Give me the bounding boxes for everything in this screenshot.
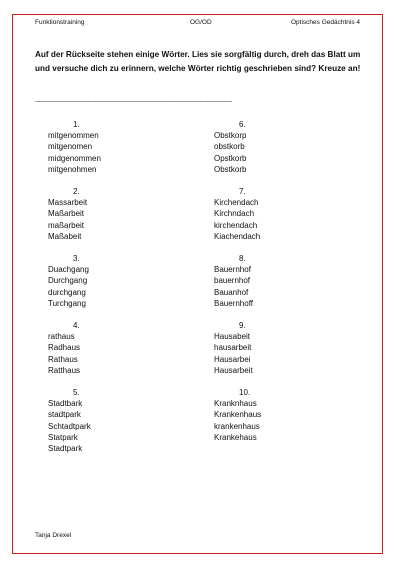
- word-option: krankenhaus: [214, 421, 260, 431]
- word-option: Krankenhaus: [214, 410, 262, 420]
- word-option: Bauernhoff: [214, 298, 253, 308]
- word-option: stadtpark: [48, 410, 81, 420]
- word-option: hausarbeit: [214, 343, 252, 353]
- word-group: [214, 387, 261, 443]
- group-number: 2.: [73, 187, 80, 197]
- header-center: OG/OD: [190, 19, 212, 26]
- word-group: [214, 320, 261, 376]
- word-option: mitgenommen: [48, 131, 99, 141]
- word-option: Radhaus: [48, 343, 81, 353]
- word-option: Maßarbeit: [48, 209, 85, 219]
- word-group: [48, 119, 101, 175]
- word-group: [214, 119, 261, 175]
- word-group: [48, 320, 101, 376]
- word-option: obstkorb: [214, 142, 245, 152]
- word-option: Turchgang: [48, 298, 86, 308]
- word-option: Stadtbark: [48, 399, 83, 409]
- header-left: Funktionstraining: [35, 19, 85, 26]
- word-option: Krankehaus: [214, 432, 257, 442]
- word-option: rathaus: [48, 332, 75, 342]
- group-number: 10.: [239, 388, 251, 398]
- header-right: Optisches Gedächtnis 4: [290, 19, 360, 26]
- word-option: Hausarbei: [214, 354, 251, 364]
- group-number: 8.: [239, 254, 246, 264]
- word-option: Kirchndach: [214, 209, 255, 219]
- word-option: Obstkorp: [214, 131, 247, 141]
- dashed-divider: --------------------------------------------------------------------------------------------------------------------: [35, 99, 232, 105]
- word-group: [48, 387, 101, 454]
- word-option: Kirchendach: [214, 198, 259, 208]
- word-option: kirchendach: [214, 220, 258, 230]
- page-footer-author: Tanja Drexel: [35, 532, 72, 539]
- group-number: 9.: [239, 321, 246, 331]
- word-option: mitgenohmen: [48, 164, 97, 174]
- word-group: [214, 253, 261, 309]
- word-option: Opstkorb: [214, 153, 247, 163]
- left-word-column: [48, 119, 101, 465]
- group-number: 1.: [73, 120, 80, 129]
- word-option: bauernhof: [214, 276, 251, 286]
- word-option: Ratthaus: [48, 365, 81, 375]
- word-option: Rathaus: [48, 354, 78, 364]
- instruction-text: Auf der Rückseite stehen einige Wörter. Lies sie sorgfältig durch, dreh das Blatt um und versuche dich zu erinnern, welche Wörter richtig geschrieben sind? Kreuze an!: [35, 50, 361, 73]
- group-number: 5.: [73, 388, 80, 398]
- group-number: 6.: [239, 120, 246, 129]
- word-option: Schtadtpark: [48, 421, 91, 431]
- word-option: Duachgang: [48, 265, 89, 275]
- word-option: Hausarbeit: [214, 365, 253, 375]
- word-option: mitgenomen: [48, 142, 93, 152]
- word-option: Kranknhaus: [214, 399, 257, 409]
- group-number: 4.: [73, 321, 80, 331]
- word-option: Bauanhof: [214, 287, 249, 297]
- word-group: [214, 186, 261, 242]
- word-option: Durchgang: [48, 276, 88, 286]
- group-number: 7.: [239, 187, 246, 197]
- worksheet-page: [12, 14, 383, 554]
- word-option: midgenommen: [48, 153, 101, 163]
- right-word-column: [214, 119, 261, 454]
- word-option: Statpark: [48, 432, 78, 442]
- word-option: durchgang: [48, 287, 86, 297]
- word-option: Maßabeit: [48, 231, 82, 241]
- word-option: Massarbeit: [48, 198, 88, 208]
- word-option: Stadtpark: [48, 444, 83, 454]
- word-option: maßarbeit: [48, 220, 85, 230]
- word-option: Hausabeit: [214, 332, 251, 342]
- word-option: Kiachendach: [214, 231, 261, 241]
- word-option: Bauernhof: [214, 265, 251, 275]
- group-number: 3.: [73, 254, 80, 264]
- word-option: Obstkorb: [214, 164, 247, 174]
- word-group: [48, 186, 101, 242]
- word-group: [48, 253, 101, 309]
